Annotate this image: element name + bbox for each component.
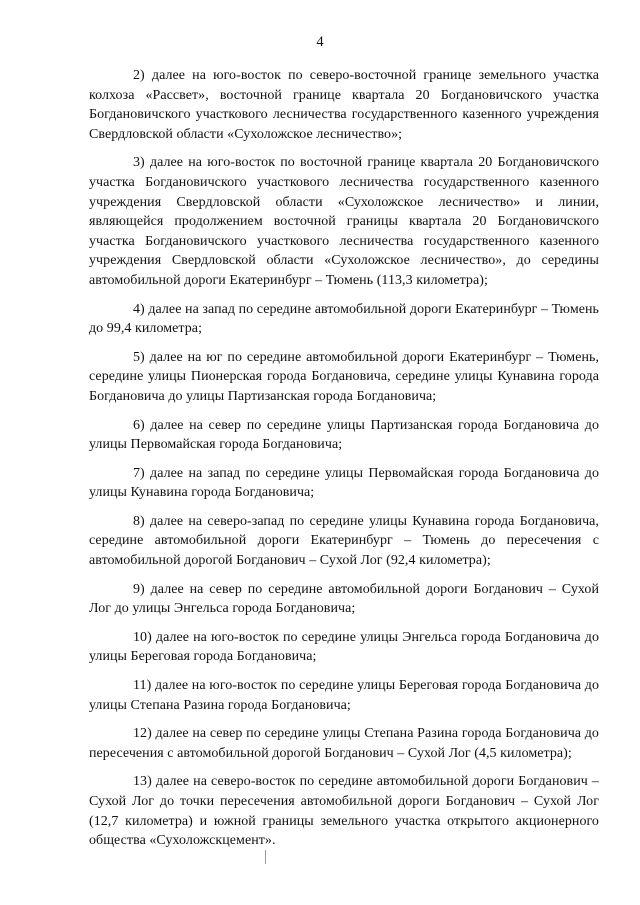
page-number: 4 <box>316 34 324 50</box>
boundary-paragraph-11: 11) далее на юго-восток по середине улицы Береговая города Богдановича до улицы Степана Разина города Богдановича; <box>89 678 599 713</box>
boundary-paragraph-3: 3) далее на юго-восток по восточной границе квартала 20 Богдановичского участка Богдановичского участкового лесничества государственного казенного учреждения Свердловской области «Сухоложское лесничество» и линии, являющейся продолжением восточной границы квартала 20 Богдановичского участка Богдановичского участкового лесничества государственного казенного учреждения Свердловской области «Сухоложское лесничество», до середины автомобильной дороги Екатеринбург – Тюмень (113,3 километра); <box>89 155 599 288</box>
boundary-paragraph-7: 7) далее на запад по середине улицы Первомайская города Богдановича до улицы Кунавина города Богдановича; <box>89 465 599 501</box>
boundary-paragraph-13: 13) далее на северо-восток по середине автомобильной дороги Богданович – Сухой Лог до точки пересечения автомобильной дороги Богданович – Сухой Лог (12,7 километра) и южной границы земельного участка открытого акционерного общества «Сухоложскцемент». <box>89 774 599 849</box>
scan-artifact <box>265 850 266 864</box>
boundary-paragraph-2: 2) далее на юго-восток по северо-восточной границе земельного участка колхоза «Рассвет», восточной границе квартала 20 Богдановичского участка Богдановичского участкового лесничества государственного казенного учреждения Свердловской области «Сухоложское лесничество»; <box>89 68 599 142</box>
document-body <box>89 66 599 860</box>
boundary-paragraph-6: 6) далее на север по середине улицы Партизанская города Богдановича до улицы Первомайская города Богдановича; <box>89 417 599 453</box>
boundary-paragraph-12: 12) далее на север по середине улицы Степана Разина города Богдановича до пересечения с автомобильной дорогой Богданович – Сухой Лог (4,5 километра); <box>89 726 599 761</box>
boundary-paragraph-10: 10) далее на юго-восток по середине улицы Энгельса города Богдановича до улицы Береговая города Богдановича; <box>89 629 599 665</box>
boundary-paragraph-4: 4) далее на запад по середине автомобильной дороги Екатеринбург – Тюмень до 99,4 километра; <box>89 301 599 337</box>
boundary-paragraph-5: 5) далее на юг по середине автомобильной дороги Екатеринбург – Тюмень, середине улицы Пионерская города Богдановича, середине улицы Кунавина города Богдановича до улицы Партизанская города Богдановича; <box>89 349 599 404</box>
boundary-paragraph-8: 8) далее на северо-запад по середине улицы Кунавина города Богдановича, середине автомобильной дороги Екатеринбург – Тюмень до пересечения с автомобильной дорогой Богданович – Сухой Лог (92,4 километра); <box>89 513 599 569</box>
boundary-paragraph-9: 9) далее на север по середине автомобильной дороги Богданович – Сухой Лог до улицы Энгельса города Богдановича; <box>89 581 599 617</box>
